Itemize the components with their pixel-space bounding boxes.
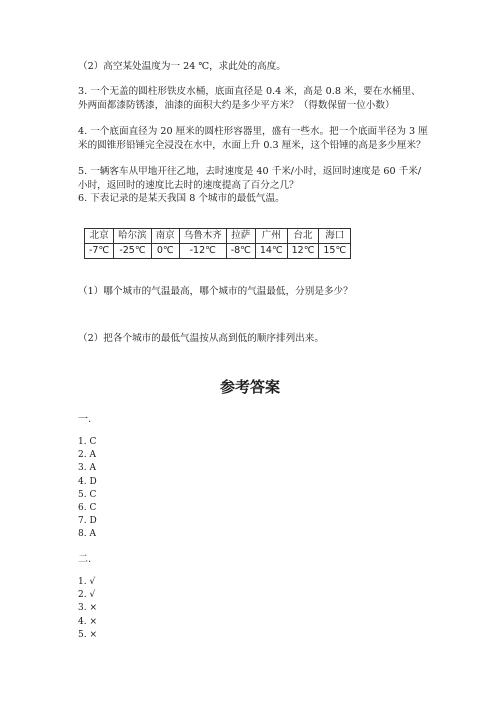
answer-key-title: 参考答案: [219, 378, 280, 396]
city-cell: 台北: [287, 229, 319, 244]
question-3-text: 3. 一个无盖的圆柱形铁皮水桶，底面直径是 0.4 米，高是 0.8 米，要在水桶里、外两面都漆防锈漆，油漆的面积大约是多少平方米？（得数保留一位小数）: [78, 86, 421, 111]
city-cell: 广州: [255, 229, 287, 244]
answer-section-2-list: [78, 576, 97, 642]
question-6-part-1: （1）哪个城市的气温最高，哪个城市的气温最低，分别是多少？: [78, 286, 353, 297]
answer-item: 8. A: [78, 529, 96, 540]
answer-item: 1. C: [78, 437, 97, 447]
city-cell: 拉萨: [226, 229, 255, 244]
temperature-cell: -8℃: [226, 244, 255, 259]
temperature-cell: 12℃: [287, 244, 319, 259]
question-5: [78, 165, 430, 192]
question-5-text: 5. 一辆客车从甲地开往乙地，去时速度是 40 千米/小时，返回时速度是 60 千米/小时，返回时的速度比去时的速度提高了百分之几？: [78, 166, 422, 191]
answer-item: 4. ×: [78, 616, 97, 627]
answer-item: 5. ×: [78, 629, 97, 640]
temperature-cell: -7℃: [85, 244, 114, 259]
answer-section-1-list: [78, 436, 97, 542]
answer-item: 5. C: [78, 489, 97, 500]
question-4-text: 4. 一个底面直径为 20 厘米的圆柱形容器里，盛有一些水。把一个底面半径为 3 厘米的圆锥形铅锤完全浸没在水中，水面上升 0.3 厘米，这个铅锤的高是多少厘米？: [78, 126, 428, 151]
city-cell: 南京: [151, 229, 179, 244]
answer-item: 3. ×: [78, 603, 97, 614]
answer-item: 2. √: [78, 590, 96, 601]
city-row: [85, 229, 351, 244]
answer-section-2-label: 二.: [78, 554, 92, 565]
answer-item: 1. √: [78, 577, 96, 587]
temperature-cell: -12℃: [179, 244, 226, 259]
temperature-row: [85, 244, 351, 259]
temperature-cell: 14℃: [255, 244, 287, 259]
question-2-part-2: （2）高空某处温度为一 24 ℃，求此处的高度。: [78, 61, 286, 72]
city-cell: 哈尔滨: [114, 229, 152, 244]
answer-item: 4. D: [78, 476, 97, 487]
city-cell: 北京: [85, 229, 114, 244]
temperature-cell: 15℃: [319, 244, 351, 259]
answer-section-1-label: 一.: [78, 414, 92, 425]
question-3: [78, 85, 430, 112]
question-4: [78, 125, 430, 152]
city-cell: 乌鲁木齐: [179, 229, 226, 244]
question-6-part-2: （2）把各个城市的最低气温按从高到低的顺序排列出来。: [78, 333, 324, 344]
question-6: 6. 下表记录的是某天我国 8 个城市的最低气温。: [78, 193, 285, 204]
answer-item: 7. D: [78, 516, 97, 527]
answer-item: 3. A: [78, 463, 96, 474]
temperature-table: [84, 228, 351, 259]
answer-item: 2. A: [78, 450, 96, 461]
temperature-cell: -25℃: [114, 244, 152, 259]
city-cell: 海口: [319, 229, 351, 244]
answer-item: 6. C: [78, 502, 97, 513]
temperature-cell: 0℃: [151, 244, 179, 259]
